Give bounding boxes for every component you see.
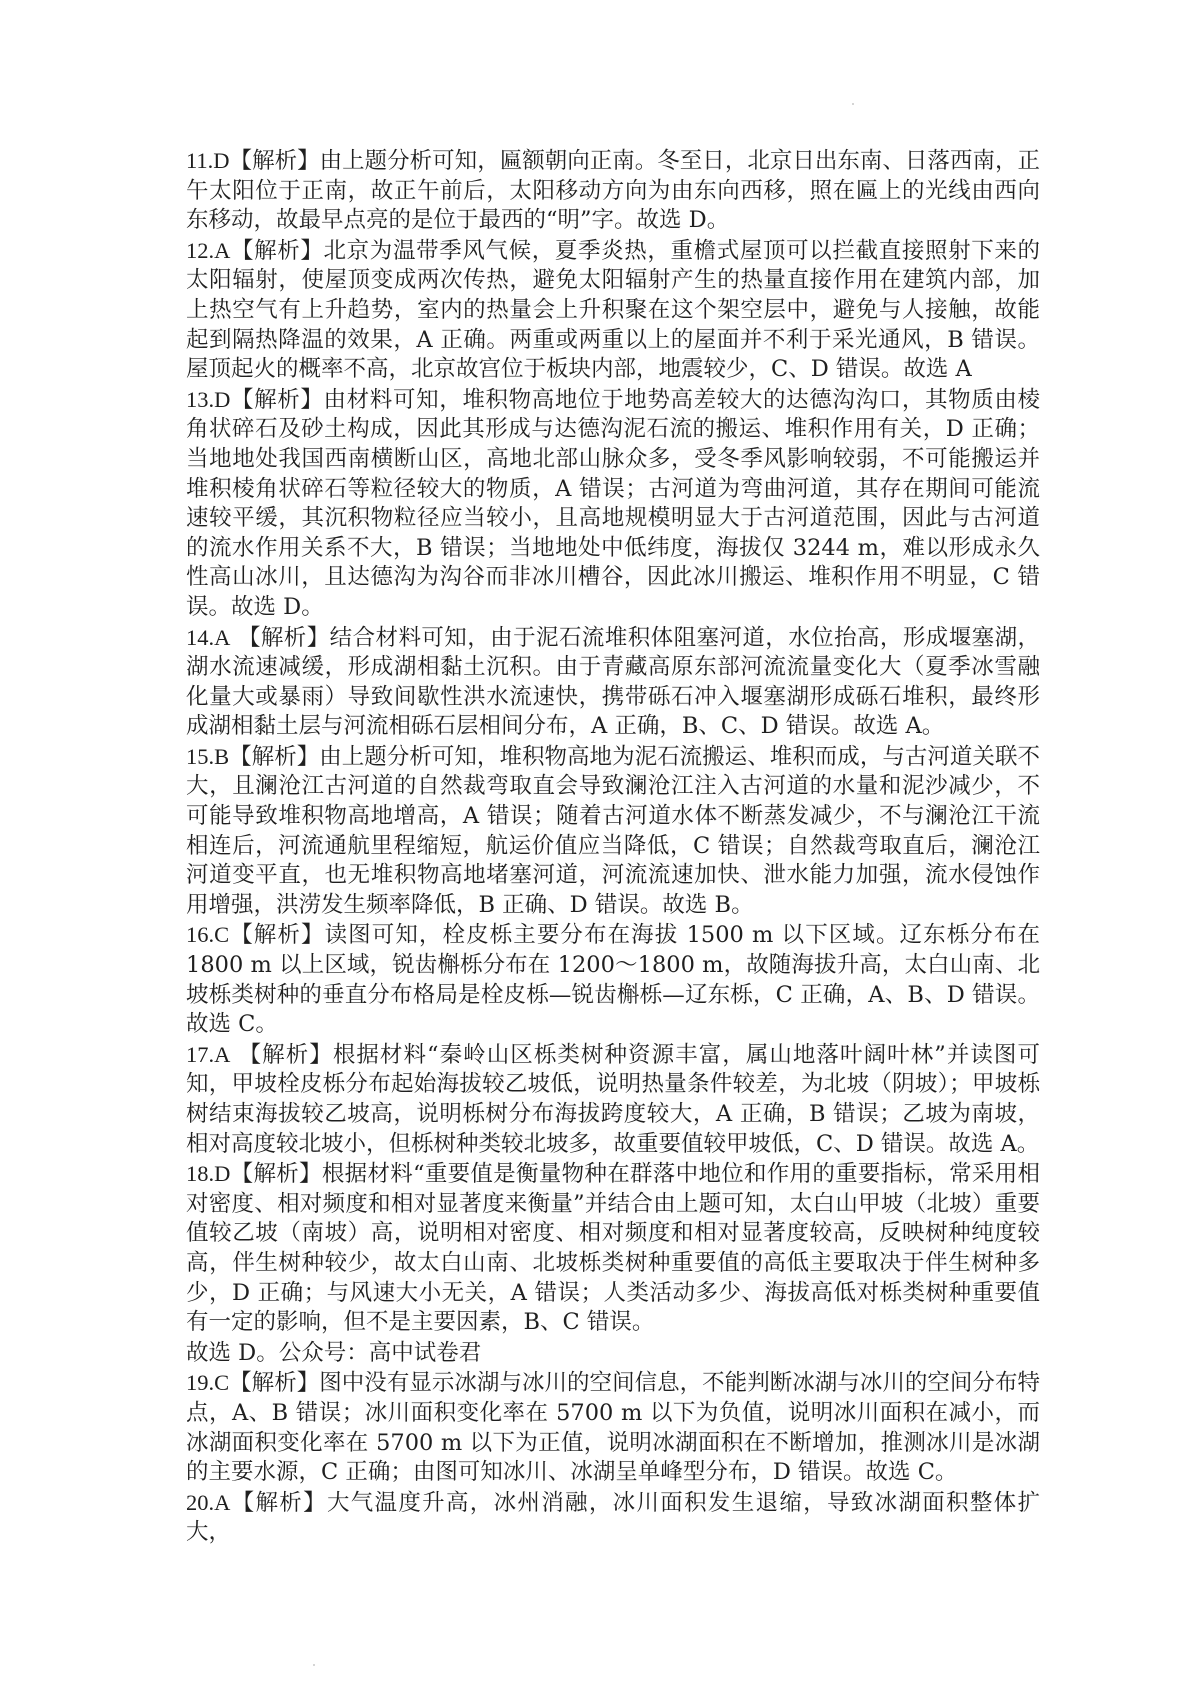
explanation-text: 由上题分析可知，匾额朝向正南。冬至日，北京日出东南、日落西南，正午太阳位于正南，故正午前后，太阳移动方向为由东向西移，照在匾上的光线由西向东移动，故最早点亮的是位于最西的“明”字。故选 D。 [186, 148, 1040, 234]
analysis-tag: 【解析】 [230, 624, 330, 651]
explanation-text: 大气温度升高，冰州消融，冰川面积发生退缩，导致冰湖面积整体扩大， [186, 1489, 1040, 1546]
explanation-text: 结合材料可知，由于泥石流堆积体阻塞河道，水位抬高，形成堰塞湖，湖水流速减缓，形成湖相黏土沉积。由于青藏高原东部河流流量变化大（夏季冰雪融化量大或暴雨）导致间歇性洪水流速快，携带砾石冲入堰塞湖形成砾石堆积，最终形成湖相黏土层与河流相砾石层相间分布，A 正确，B、C、D 错误。故选 A。 [186, 624, 1040, 740]
question-number: 11.D [186, 148, 230, 173]
question-number: 19.C [186, 1370, 230, 1396]
explanation-paragraph [186, 385, 1040, 623]
question-number: 16.C [186, 922, 230, 948]
analysis-tag: 【解析】 [230, 1161, 322, 1188]
analysis-tag: 【解析】 [230, 386, 324, 413]
explanation-paragraph [186, 146, 1040, 236]
explanation-text: 故选 D。公众号：高中试卷君 [186, 1339, 482, 1366]
analysis-tag: 【解析】 [229, 922, 325, 949]
explanation-text: 北京为温带季风气候，夏季炎热，重檐式屋顶可以拦截直接照射下来的太阳辐射，使屋顶变成两次传热，避免太阳辐射产生的热量直接作用在建筑内部，加上热空气有上升趋势，室内的热量会上升积聚在这个架空层中，避免与人接触，故能起到隔热降温的效果，A 正确。两重或两重以上的屋面并不利于采光通风，B 错误。屋顶起火的概率不高，北京故宫位于板块内部，地震较少，C、D 错误。故选 A [186, 237, 1040, 383]
explanation-paragraph [186, 1368, 1040, 1487]
explanation-text: 由材料可知，堆积物高地位于地势高差较大的达德沟沟口，其物质由棱角状碎石及砂土构成，因此其形成与达德沟泥石流的搬运、堆积作用有关，D 正确；当地地处我国西南横断山区，高地北部山脉众多，受冬季风影响较弱，不可能搬运并堆积棱角状碎石等粒径较大的物质，A 错误；古河道为弯曲河道，其存在期间可能流速较平缓，其沉积物粒径应当较小，且高地规模明显大于古河道范围，因此与古河道的流水作用关系不大，B 错误；当地地处中低纬度，海拔仅 3244 m，难以形成永久性高山冰川，且达德沟为沟谷而非冰川槽谷，因此冰川搬运、堆积作用不明显，C 错误。故选 D。 [186, 386, 1040, 620]
explanation-paragraph [186, 1040, 1040, 1159]
answer-explanations [186, 146, 1040, 1548]
explanation-text: 图中没有显示冰湖与冰川的空间信息，不能判断冰湖与冰川的空间分布特点，A、B 错误；冰川面积变化率在 5700 m 以下为负值，说明冰川面积在减小，而冰湖面积变化率在 5700 m 以下为正值，说明冰湖面积在不断增加，推测冰川是冰湖的主要水源，C 正确；由图可知冰川、冰湖呈单峰型分布，D 错误。故选 C。 [186, 1370, 1040, 1486]
explanation-paragraph [186, 920, 1040, 1039]
question-number: 13.D [186, 386, 231, 412]
explanation-paragraph [186, 1159, 1040, 1338]
analysis-tag: 【解析】 [230, 1041, 333, 1068]
explanation-text: 根据材料“重要值是衡量物种在群落中地位和作用的重要指标，常采用相对密度、相对频度和相对显著度来衡量”并结合由上题可知，太白山甲坡（北坡）重要值较乙坡（南坡）高，说明相对密度、相对频度和相对显著度较高，反映树种纯度较高，伴生树种较少，故太白山南、北坡栎类树种重要值的高低主要取决于伴生树种多少，D 正确；与风速大小无关，A 错误；人类活动多少、海拔高低对栎类树种重要值有一定的影响，但不是主要因素，B、C 错误。 [186, 1161, 1040, 1336]
explanation-paragraph [186, 1488, 1040, 1548]
explanation-paragraph [186, 742, 1040, 921]
question-number: 14.A [186, 624, 231, 650]
question-number: 20.A [186, 1489, 231, 1515]
explanation-paragraph [186, 1338, 1040, 1369]
explanation-text: 根据材料“秦岭山区栎类树种资源丰富，属山地落叶阔叶林”并读图可知，甲坡栓皮栎分布起始海拔较乙坡低，说明热量条件较差，为北坡（阴坡）；甲坡栎树结束海拔较乙坡高，说明栎树分布海拔跨度较大，A 正确，B 错误；乙坡为南坡，相对高度较北坡小，但栎树种类较北坡多，故重要值较甲坡低，C、D 错误。故选 A。 [186, 1041, 1040, 1157]
analysis-tag: 【解析】 [229, 148, 320, 174]
explanation-text: 读图可知，栓皮栎主要分布在海拔 1500 m 以下区域。辽东栎分布在 1800 m 以上区域，锐齿槲栎分布在 1200～1800 m，故随海拔升高，太白山南、北坡栎类树种的垂直分布格局是栓皮栎—锐齿槲栎—辽东栎，C 正确，A、B、D 错误。故选 C。 [186, 922, 1040, 1038]
question-number: 15.B [186, 743, 230, 769]
scan-speck [852, 103, 854, 105]
analysis-tag: 【解析】 [230, 237, 324, 264]
scan-speck [313, 1664, 315, 1666]
analysis-tag: 【解析】 [230, 1489, 327, 1516]
explanation-text: 由上题分析可知，堆积物高地为泥石流搬运、堆积而成，与古河道关联不大，且澜沧江古河道的自然裁弯取直会导致澜沧江注入古河道的水量和泥沙减少，不可能导致堆积物高地增高，A 错误；随着古河道水体不断蒸发减少，不与澜沧江干流相连后，河流通航里程缩短，航运价值应当降低，C 错误；自然裁弯取直后，澜沧江河道变平直，也无堆积物高地堵塞河道，河流流速加快、泄水能力加强，流水侵蚀作用增强，洪涝发生频率降低，B 正确、D 错误。故选 B。 [186, 743, 1040, 918]
question-number: 18.D [186, 1161, 231, 1187]
analysis-tag: 【解析】 [229, 743, 320, 770]
explanation-paragraph [186, 623, 1040, 742]
question-number: 17.A [186, 1041, 231, 1067]
question-number: 12.A [186, 237, 231, 263]
analysis-tag: 【解析】 [229, 1370, 320, 1397]
explanation-paragraph [186, 236, 1040, 385]
